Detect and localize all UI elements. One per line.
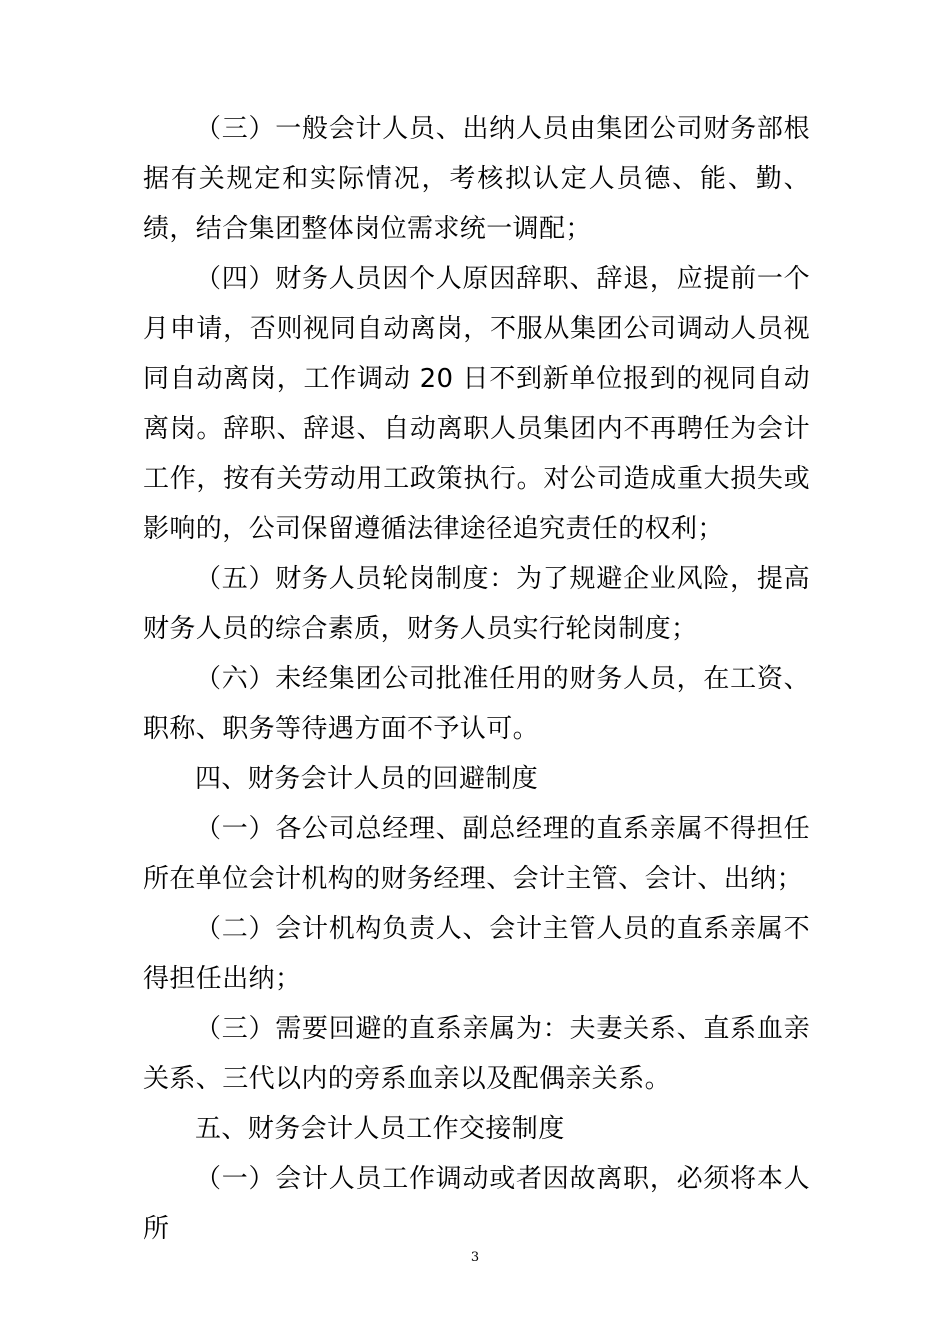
section-heading-avoidance: 四、财务会计人员的回避制度 [195, 764, 539, 794]
paragraph-avoidance-managers: （一）各公司总经理、副总经理的直系亲属不得担任所在单位会计机构的财务经理、会计主管、会计、出纳； [143, 814, 810, 894]
paragraph-avoidance-relatives: （三）需要回避的直系亲属为：夫妻关系、直系血亲关系、三代以内的旁系血亲以及配偶亲关系。 [143, 1014, 810, 1094]
paragraph-resignation: （四）财务人员因个人原因辞职、辞退，应提前一个月申请，否则视同自动离岗，不服从集团公司调动人员视同自动离岗，工作调动 20 日不到新单位报到的视同自动离岗。辞职、辞退、自动离职人员集团内不再聘任为会计工作，按有关劳动用工政策执行。对公司造成重大损失或影响的，公司保留遵循法律途径追究责任的权利； [143, 264, 810, 544]
paragraph-avoidance-cashier: （二）会计机构负责人、会计主管人员的直系亲属不得担任出纳； [143, 914, 810, 994]
document-body [143, 104, 810, 1254]
paragraph-job-rotation: （五）财务人员轮岗制度：为了规避企业风险，提高财务人员的综合素质，财务人员实行轮岗制度； [143, 564, 810, 644]
paragraph-personnel-allocation: （三）一般会计人员、出纳人员由集团公司财务部根据有关规定和实际情况，考核拟认定人员德、能、勤、绩，结合集团整体岗位需求统一调配； [143, 114, 810, 244]
paragraph-unapproved-staff: （六）未经集团公司批准任用的财务人员，在工资、职称、职务等待遇方面不予认可。 [143, 664, 810, 744]
section-heading-handover: 五、财务会计人员工作交接制度 [195, 1114, 565, 1144]
page-number: 3 [470, 1250, 480, 1265]
paragraph-handover-transfer: （一）会计人员工作调动或者因故离职，必须将本人所 [143, 1164, 810, 1244]
